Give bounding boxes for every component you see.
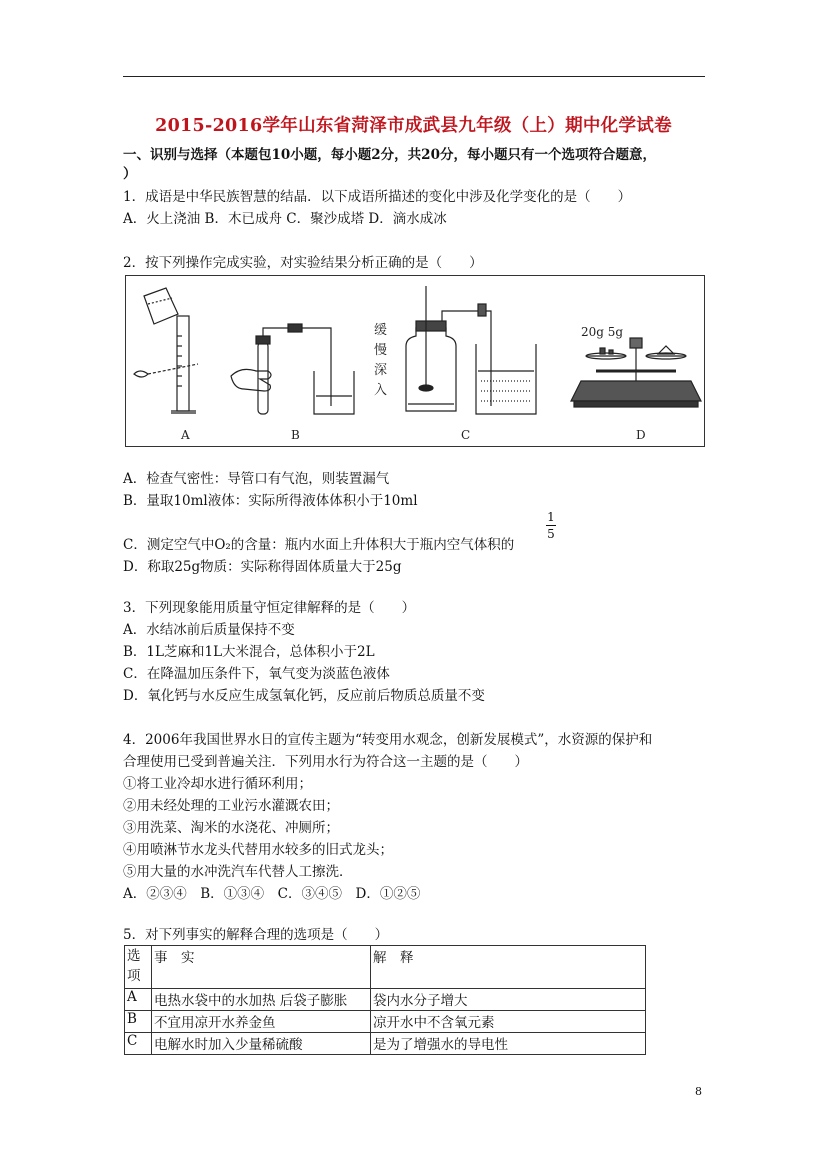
table-cell-option: C	[125, 1033, 152, 1055]
q1-stem: 1．成语是中华民族智慧的结晶．以下成语所描述的变化中涉及化学变化的是（ ）	[123, 189, 632, 205]
page-number: 8	[695, 1085, 702, 1098]
figure-d-balance	[571, 325, 701, 407]
table-cell-option: A	[125, 989, 152, 1011]
q4-item-4: ④用喷淋节水龙头代替用水较多的旧式龙头；	[123, 842, 393, 858]
q4-stem-1: 4．2006年我国世界水日的宣传主题为“转变用水观念，创新发展模式”，水资源的保护和	[123, 732, 653, 748]
q2-option-b: B．量取10ml液体：实际所得液体体积小于10ml	[123, 493, 418, 509]
slow-text-4: 入	[374, 383, 388, 398]
table-header-explain: 解 释	[371, 946, 646, 989]
figure-label-b: B	[291, 428, 300, 442]
q4-item-3: ③用洗菜、淘米的水浇花、冲厕所；	[123, 820, 339, 836]
q4-options: A．②③④ B．①③④ C．③④⑤ D．①②⑤	[123, 886, 421, 902]
table-cell-explain: 袋内水分子增大	[371, 989, 646, 1011]
figure-label-a: A	[181, 428, 190, 442]
section-heading-2: ）	[123, 166, 137, 182]
q4-item-5: ⑤用大量的水冲洗汽车代替人工擦洗．	[123, 864, 353, 880]
table-cell-fact: 不宜用凉开水养金鱼	[152, 1011, 371, 1033]
q3-option-b: B．1L芝麻和1L大米混合，总体积小于2L	[123, 644, 375, 660]
q2-stem: 2．按下列操作完成实验，对实验结果分析正确的是（ ）	[123, 255, 483, 271]
q2-option-c: C．测定空气中O₂的含量：瓶内水面上升体积大于瓶内空气体积的	[123, 537, 515, 553]
q5-stem: 5．对下列事实的解释合理的选项是（ ）	[123, 927, 389, 943]
fraction-bar	[546, 525, 556, 526]
q3-option-d: D．氧化钙与水反应生成氢氧化钙，反应前后物质总质量不变	[123, 688, 485, 704]
q1-options: A．火上浇油 B．木已成舟 C．聚沙成塔 D．滴水成冰	[123, 211, 447, 227]
table-row	[125, 1011, 646, 1033]
section-heading-1: 一、识别与选择（本题包10小题，每小题2分，共20分，每小题只有一个选项符合题意，	[123, 147, 656, 163]
figure-label-d: D	[636, 428, 646, 442]
table-cell-fact: 电解水时加入少量稀硫酸	[152, 1033, 371, 1055]
q5-table	[124, 945, 646, 1055]
table-cell-explain: 是为了增强水的导电性	[371, 1033, 646, 1055]
exam-title: 2015-2016学年山东省菏泽市成武县九年级（上）期中化学试卷	[155, 116, 672, 136]
slow-text-3: 深	[374, 363, 388, 378]
q4-stem-2: 合理使用已受到普遍关注．下列用水行为符合这一主题的是（ ）	[123, 754, 528, 770]
figure-label-c: C	[461, 428, 471, 442]
q3-option-a: A．水结冰前后质量保持不变	[123, 622, 295, 638]
table-row	[125, 989, 646, 1011]
table-row	[125, 1033, 646, 1055]
experiment-illustration	[126, 276, 706, 448]
weights-label: 20g 5g	[581, 325, 624, 339]
figure-b-airtight-check	[231, 324, 354, 414]
fraction-denominator: 5	[547, 527, 555, 541]
table-cell-fact: 电热水袋中的水加热 后袋子膨胀	[152, 989, 371, 1011]
q3-stem: 3．下列现象能用质量守恒定律解释的是（ ）	[123, 600, 416, 616]
table-header-row	[125, 946, 646, 989]
q2-option-a: A．检查气密性：导管口有气泡，则装置漏气	[123, 471, 390, 487]
q2-experiment-figure	[125, 275, 705, 447]
header-rule	[123, 76, 705, 77]
table-cell-option: B	[125, 1011, 152, 1033]
q4-item-1: ①将工业冷却水进行循环利用；	[123, 776, 312, 792]
figure-a-cylinder	[134, 288, 198, 413]
table-cell-explain: 凉开水中不含氧元素	[371, 1011, 646, 1033]
q4-item-2: ②用未经处理的工业污水灌溉农田；	[123, 798, 339, 814]
q3-option-c: C．在降温加压条件下，氧气变为淡蓝色液体	[123, 666, 390, 682]
fraction-numerator: 1	[547, 510, 555, 524]
fraction-one-fifth	[546, 510, 556, 541]
figure-c-oxygen-test	[374, 286, 536, 414]
table-header-option: 选项	[125, 946, 152, 989]
slow-text-1: 缓	[374, 323, 388, 338]
table-header-fact: 事 实	[152, 946, 371, 989]
q2-option-d: D．称取25g物质：实际称得固体质量大于25g	[123, 559, 402, 575]
slow-text-2: 慢	[374, 343, 388, 358]
